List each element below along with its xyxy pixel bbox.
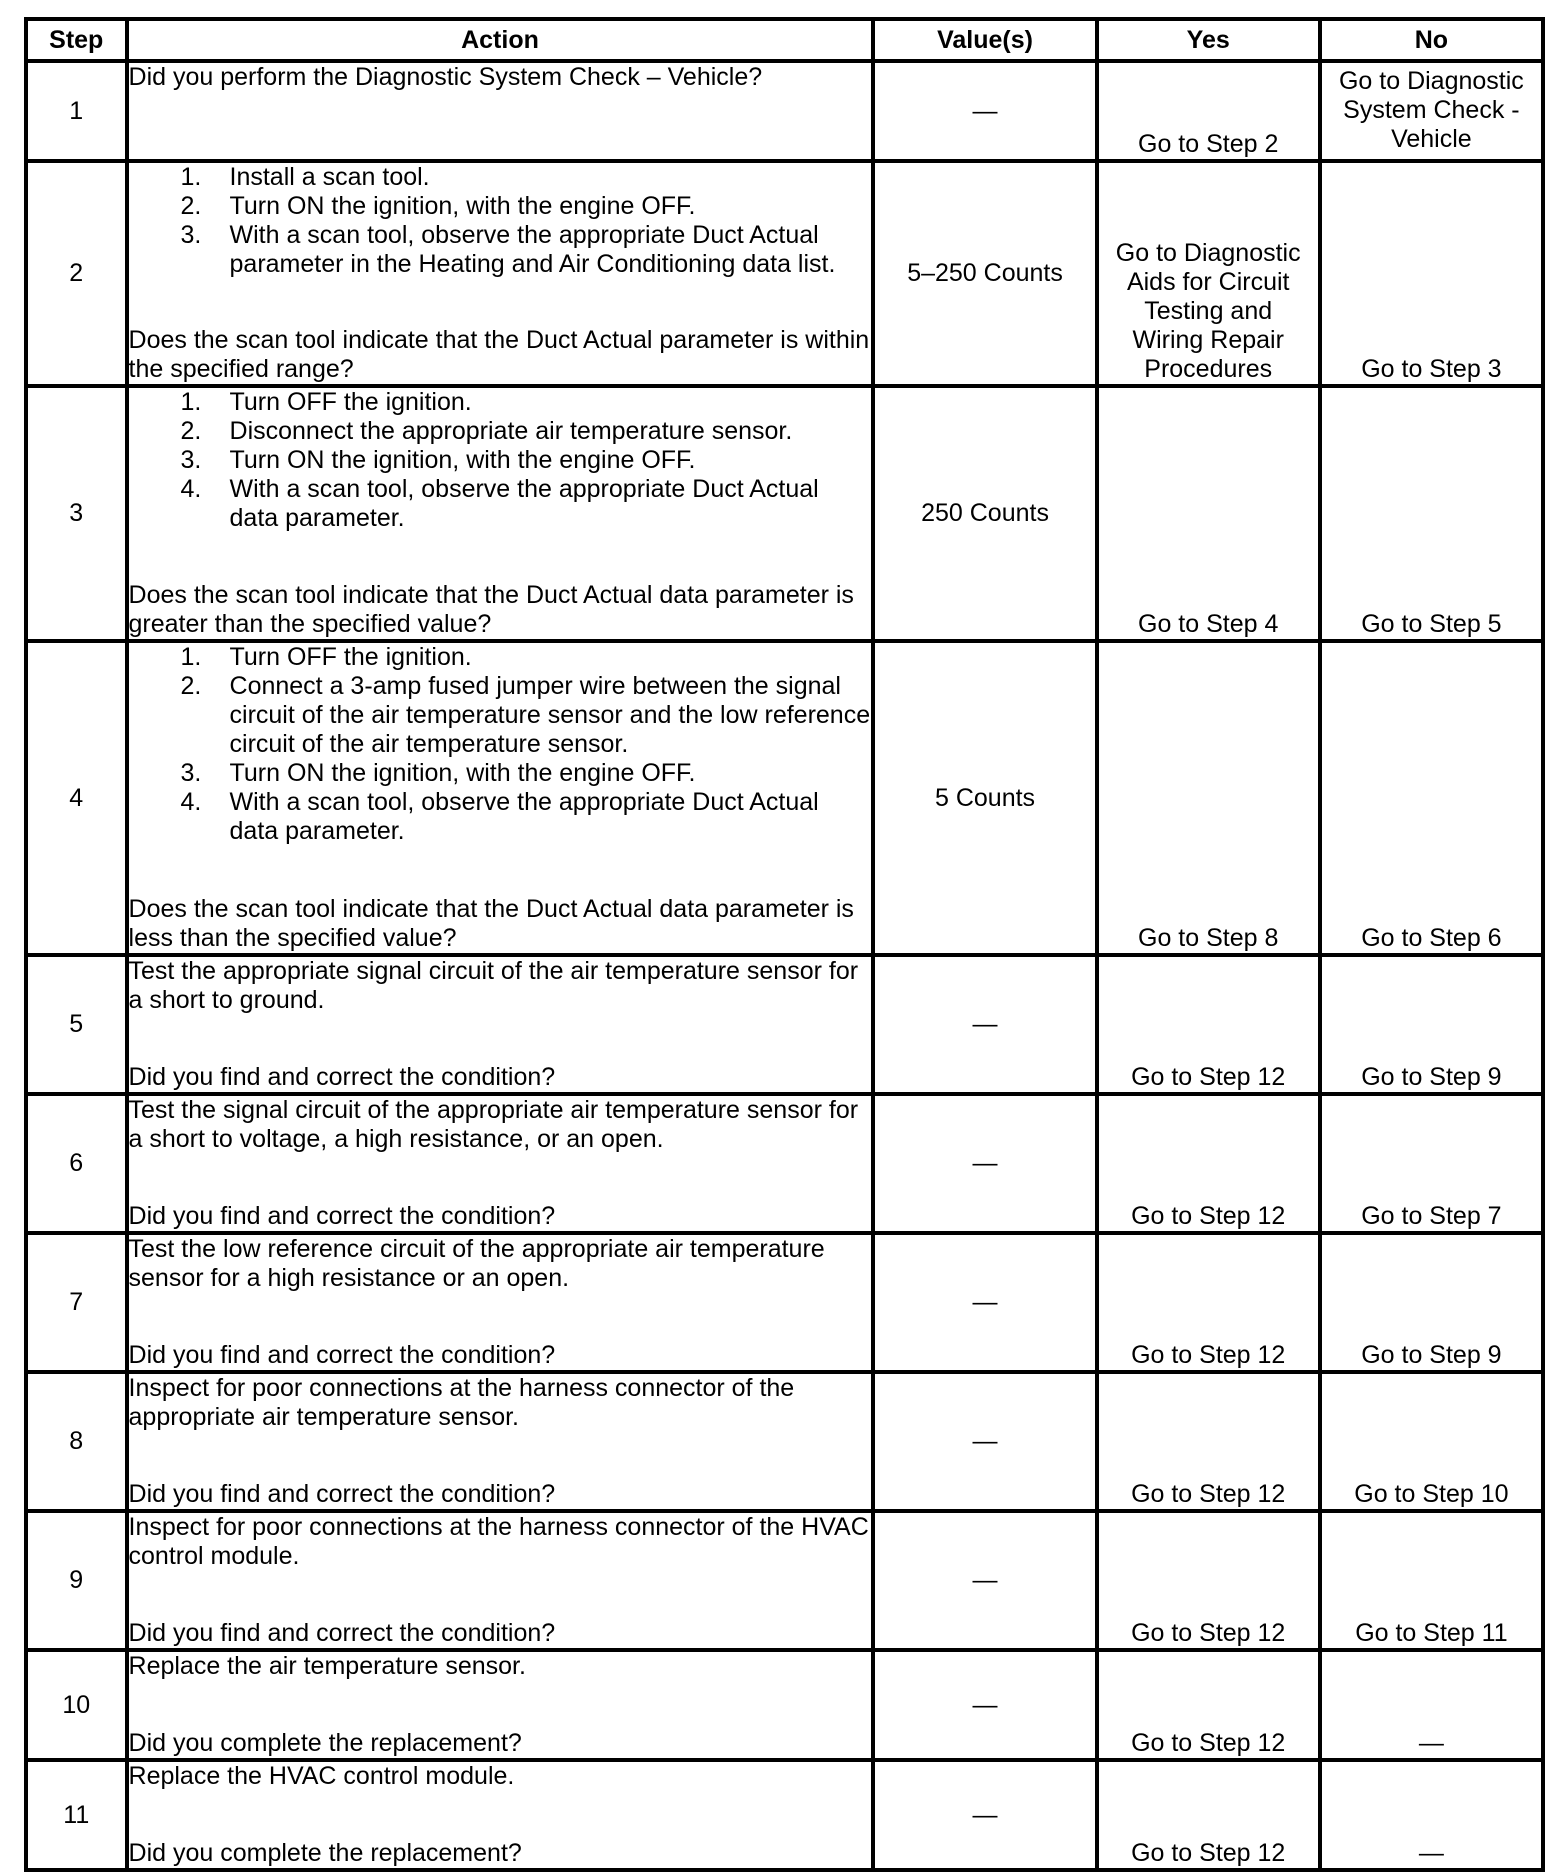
header-row <box>26 19 1543 61</box>
table-row <box>26 1233 1543 1372</box>
table-row <box>26 1650 1543 1760</box>
action-step-item: 2. Turn ON the ignition, with the engine OFF. <box>180 192 696 220</box>
action-cell <box>127 1094 874 1233</box>
step-number: 7 <box>26 1233 127 1372</box>
yes-line: Procedures <box>1144 355 1273 383</box>
action-cell <box>127 1650 874 1760</box>
yes-line: Testing and <box>1144 297 1273 325</box>
action-text: Inspect for poor connections at the harness connector of the HVAC control module. <box>128 1513 869 1570</box>
no-line: System Check - <box>1343 96 1520 124</box>
yes-cell: Go to Step 12 <box>1097 955 1320 1094</box>
diagnostic-table <box>24 17 1545 1872</box>
yes-line: Aids for Circuit <box>1126 268 1290 296</box>
action-cell <box>127 1760 874 1870</box>
yes-cell: Go to Step 12 <box>1097 1372 1320 1511</box>
action-step-item: 1. Install a scan tool. <box>180 163 430 191</box>
yes-cell: Go to Step 12 <box>1097 1094 1320 1233</box>
action-step-item: 1. Turn OFF the ignition. <box>180 643 472 671</box>
action-text: Replace the HVAC control module. <box>128 1762 515 1790</box>
table-row <box>26 955 1543 1094</box>
action-question: Does the scan tool indicate that the Duct Actual data parameter is less than the specified value? <box>128 895 854 952</box>
step-number: 4 <box>26 641 127 955</box>
no-cell: Go to Step 7 <box>1320 1094 1543 1233</box>
no-cell: Go to Step 11 <box>1320 1511 1543 1650</box>
no-cell <box>1320 61 1543 161</box>
no-cell: — <box>1320 1760 1543 1870</box>
header-step: Step <box>26 19 127 61</box>
yes-cell: Go to Step 12 <box>1097 1511 1320 1650</box>
action-question: Did you complete the replacement? <box>128 1729 522 1757</box>
yes-cell: Go to Step 2 <box>1097 61 1320 161</box>
no-cell: Go to Step 10 <box>1320 1372 1543 1511</box>
action-step-item: 2. Connect a 3-amp fused jumper wire between the signal circuit of the air temperature sensor and the low reference circuit of the air temperature sensor. <box>180 672 871 758</box>
step-number: 2 <box>26 161 127 386</box>
value-cell: — <box>873 1094 1096 1233</box>
yes-cell: Go to Step 12 <box>1097 1650 1320 1760</box>
action-cell <box>127 641 874 955</box>
action-cell <box>127 161 874 386</box>
action-question: Did you complete the replacement? <box>128 1839 522 1867</box>
yes-line: Wiring Repair <box>1132 326 1284 354</box>
no-cell: Go to Step 5 <box>1320 386 1543 641</box>
action-text: Test the signal circuit of the appropriate air temperature sensor for a short to voltage, a high resistance, or an open. <box>128 1096 859 1153</box>
step-number: 10 <box>26 1650 127 1760</box>
step-number: 9 <box>26 1511 127 1650</box>
table-row <box>26 1760 1543 1870</box>
action-step-item: 3. Turn ON the ignition, with the engine OFF. <box>180 759 696 787</box>
no-cell: Go to Step 9 <box>1320 1233 1543 1372</box>
action-steps <box>129 388 872 533</box>
no-cell: Go to Step 6 <box>1320 641 1543 955</box>
action-step-item: 4. With a scan tool, observe the appropriate Duct Actual data parameter. <box>180 475 819 532</box>
table-row <box>26 1511 1543 1650</box>
action-cell <box>127 61 874 161</box>
value-cell: 5–250 Counts <box>873 161 1096 386</box>
action-step-item: 3. Turn ON the ignition, with the engine OFF. <box>180 446 696 474</box>
header-no: No <box>1320 19 1543 61</box>
table-row <box>26 386 1543 641</box>
action-steps <box>129 163 872 279</box>
value-cell: — <box>873 1760 1096 1870</box>
step-number: 3 <box>26 386 127 641</box>
yes-cell: Go to Step 12 <box>1097 1233 1320 1372</box>
value-cell: — <box>873 1233 1096 1372</box>
step-number: 6 <box>26 1094 127 1233</box>
action-question: Did you find and correct the condition? <box>128 1480 556 1508</box>
step-number: 1 <box>26 61 127 161</box>
action-question: Does the scan tool indicate that the Duct Actual parameter is within the specified range? <box>128 326 870 383</box>
value-cell: 250 Counts <box>873 386 1096 641</box>
value-cell: 5 Counts <box>873 641 1096 955</box>
action-cell <box>127 1233 874 1372</box>
value-cell: — <box>873 1372 1096 1511</box>
action-steps <box>129 643 872 846</box>
action-question: Did you find and correct the condition? <box>128 1341 556 1369</box>
table-row <box>26 61 1543 161</box>
no-line: Go to Diagnostic <box>1338 67 1524 95</box>
header-yes: Yes <box>1097 19 1320 61</box>
step-number: 5 <box>26 955 127 1094</box>
action-question: Did you find and correct the condition? <box>128 1063 556 1091</box>
header-action: Action <box>127 19 874 61</box>
yes-line: Go to Diagnostic <box>1115 239 1301 267</box>
action-step-item: 4. With a scan tool, observe the appropriate Duct Actual data parameter. <box>180 788 819 845</box>
table-row <box>26 1094 1543 1233</box>
yes-cell: Go to Step 4 <box>1097 386 1320 641</box>
step-number: 8 <box>26 1372 127 1511</box>
action-question: Did you find and correct the condition? <box>128 1619 556 1647</box>
table-row <box>26 161 1543 386</box>
no-cell: Go to Step 9 <box>1320 955 1543 1094</box>
table-row <box>26 1372 1543 1511</box>
step-number: 11 <box>26 1760 127 1870</box>
action-step-item: 2. Disconnect the appropriate air temperature sensor. <box>180 417 793 445</box>
no-cell: — <box>1320 1650 1543 1760</box>
yes-cell: Go to Step 12 <box>1097 1760 1320 1870</box>
yes-cell <box>1097 161 1320 386</box>
action-text: Test the appropriate signal circuit of the air temperature sensor for a short to ground. <box>128 957 859 1014</box>
no-line: Vehicle <box>1391 125 1472 153</box>
action-cell <box>127 955 874 1094</box>
action-step-item: 3. With a scan tool, observe the appropriate Duct Actual parameter in the Heating and Air Conditioning data list. <box>180 221 836 278</box>
action-text: Test the low reference circuit of the appropriate air temperature sensor for a high resistance or an open. <box>128 1235 825 1292</box>
action-question: Does the scan tool indicate that the Duct Actual data parameter is greater than the specified value? <box>128 581 854 638</box>
value-cell: — <box>873 1511 1096 1650</box>
action-step-item: 1. Turn OFF the ignition. <box>180 388 472 416</box>
value-cell: — <box>873 955 1096 1094</box>
action-question: Did you find and correct the condition? <box>128 1202 556 1230</box>
yes-cell: Go to Step 8 <box>1097 641 1320 955</box>
action-cell <box>127 1511 874 1650</box>
header-values: Value(s) <box>873 19 1096 61</box>
table-row <box>26 641 1543 955</box>
value-cell: — <box>873 61 1096 161</box>
action-text: Inspect for poor connections at the harness connector of the appropriate air temperature sensor. <box>128 1374 795 1431</box>
action-text: Did you perform the Diagnostic System Check – Vehicle? <box>128 63 763 91</box>
action-cell <box>127 386 874 641</box>
no-cell: Go to Step 3 <box>1320 161 1543 386</box>
value-cell: — <box>873 1650 1096 1760</box>
action-cell <box>127 1372 874 1511</box>
action-text: Replace the air temperature sensor. <box>128 1652 526 1680</box>
